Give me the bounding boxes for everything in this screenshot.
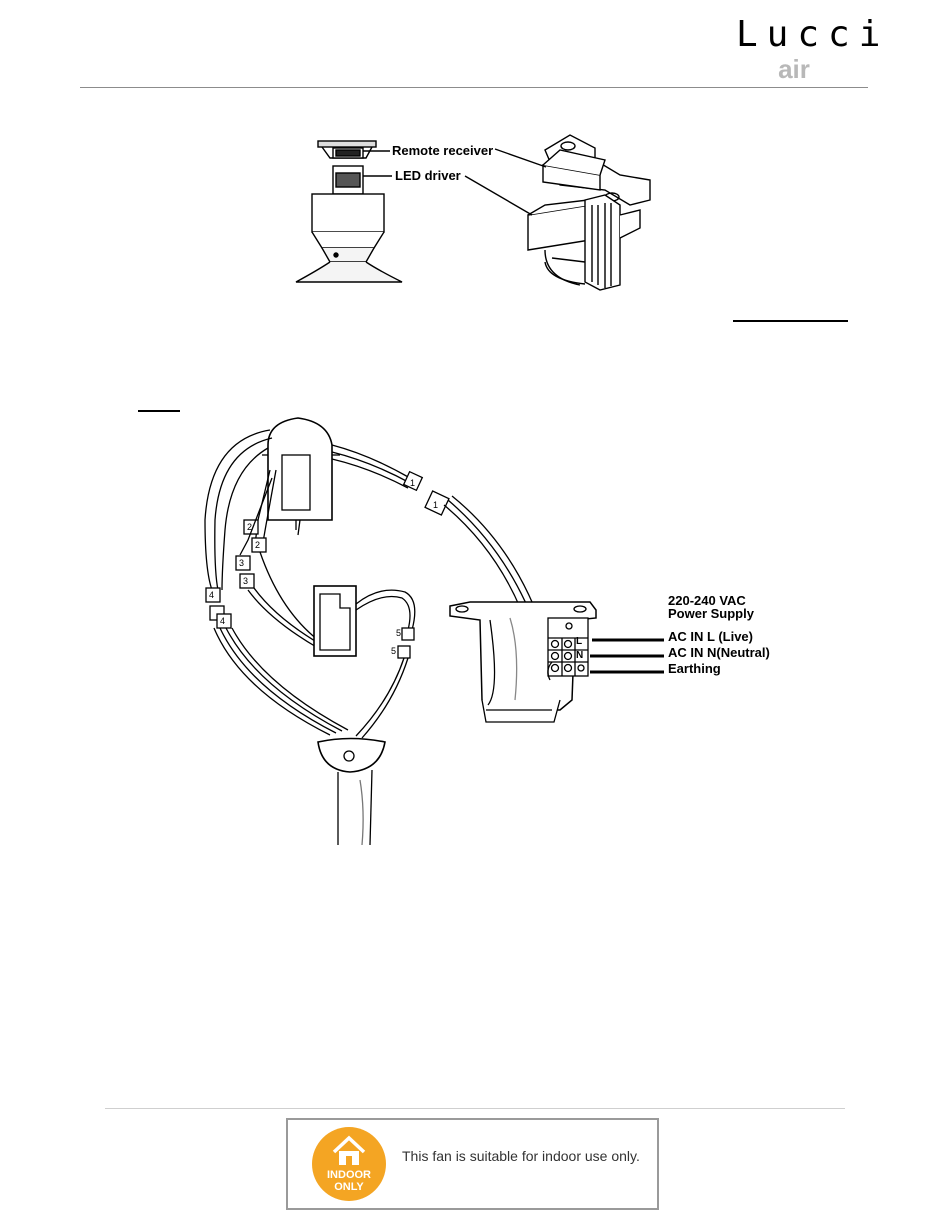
indoor-only-badge [312,1127,386,1201]
connector-label-4b: 4 [220,616,226,626]
neutral-wire-label: AC IN N(Neutral) [668,645,770,660]
remote-receiver-label: Remote receiver [392,143,494,158]
brand-sub-wordmark: air [778,54,810,84]
indoor-notice-text: This fan is suitable for indoor use only. [402,1148,640,1164]
indoor-use-notice [286,1118,659,1210]
badge-line-1: INDOOR [327,1169,371,1181]
connector-label-5b: 5 [391,646,397,656]
connector-label-1a: 1 [410,478,416,488]
earthing-wire-label: Earthing [668,661,721,676]
footer-divider [105,1108,845,1109]
connector-label-1b: 1 [433,500,439,510]
led-driver-label: LED driver [395,168,461,183]
brand-wordmark: Lucci [736,14,890,55]
house-icon [312,1127,386,1171]
live-wire-label: AC IN L (Live) [668,629,753,644]
connector-label-4a: 4 [209,590,215,600]
connector-label-3a: 3 [239,558,245,568]
connector-label-3b: 3 [243,576,249,586]
power-supply-subtitle: Power Supply [668,606,754,621]
badge-line-2: ONLY [334,1181,364,1193]
connector-label-2b: 2 [255,540,261,550]
terminal-l-label: L [576,636,583,647]
power-supply-title: 220-240 VAC [668,593,746,608]
connector-label-5a: 5 [396,628,402,638]
connector-label-2a: 2 [247,522,253,532]
terminal-n-label: N [576,650,584,661]
